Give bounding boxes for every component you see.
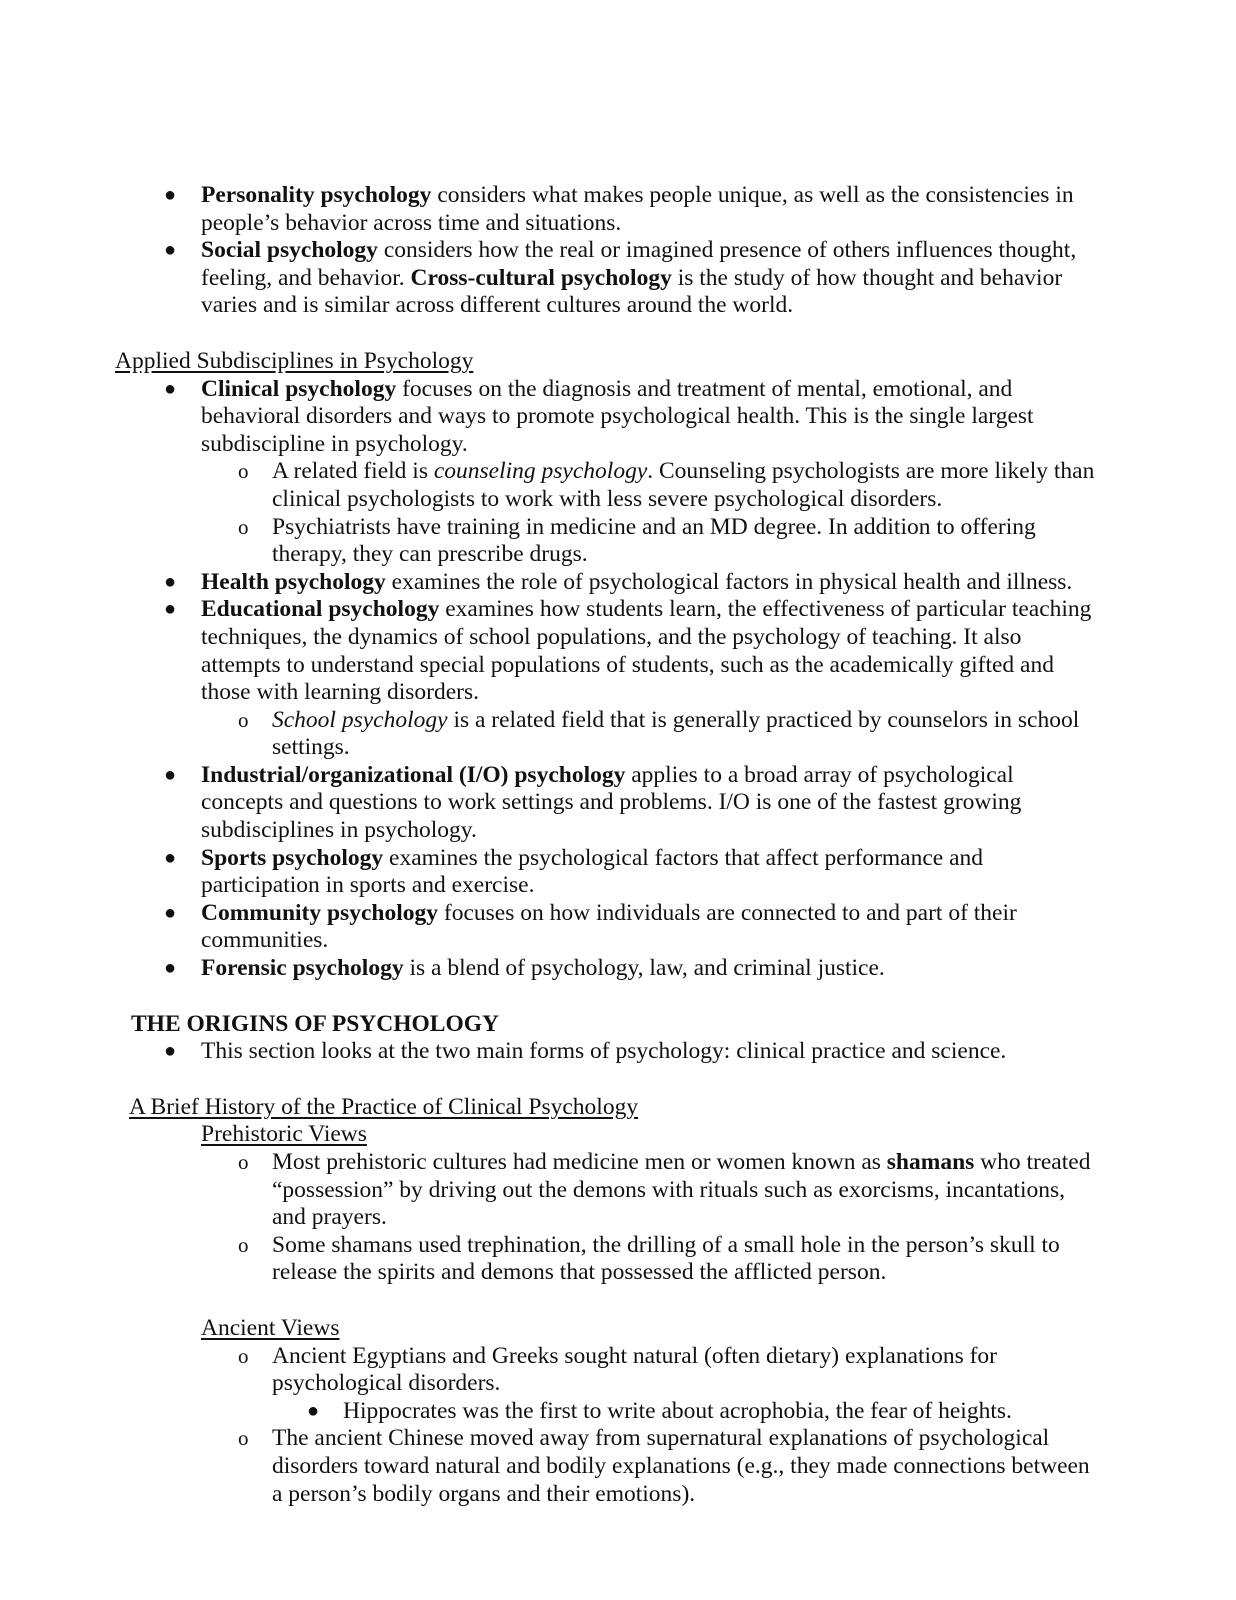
- item-text: Most prehistoric cultures had medicine men or women known as: [272, 1149, 887, 1175]
- italic-term: counseling psychology: [433, 458, 648, 485]
- bullet-icon: ●: [164, 598, 177, 621]
- circle-bullet-icon: o: [238, 1150, 249, 1174]
- item-text: Ancient Egyptians and Greeks sought natural (often dietary) explanations for psychological disorders.: [272, 1342, 998, 1397]
- list-item: [0, 596, 1236, 706]
- list-item: [0, 1038, 1236, 1066]
- sub-list-item: [0, 1232, 1236, 1287]
- list-item: [0, 845, 1236, 900]
- list-item: [0, 955, 1236, 983]
- list-item: [0, 900, 1236, 955]
- list-item: [0, 182, 1236, 237]
- circle-bullet-icon: o: [238, 1232, 249, 1257]
- bullet-icon: ●: [307, 1399, 320, 1422]
- bullet-icon: ●: [164, 901, 177, 924]
- circle-bullet-icon: o: [238, 514, 249, 539]
- list-item: [0, 237, 1236, 320]
- list-item: [0, 569, 1236, 597]
- circle-bullet-icon: o: [238, 1426, 249, 1451]
- item-text: is the study of how thought and behavior varies and is similar across different cultures around the world.: [201, 264, 1063, 319]
- bullet-icon: ●: [164, 184, 177, 206]
- term: Cross-cultural psychology: [410, 264, 672, 291]
- term: Educational psychology: [201, 596, 440, 623]
- sub-list-item: [0, 1149, 1236, 1232]
- italic-term: School psychology: [272, 706, 448, 733]
- sub-list-item: [0, 1425, 1236, 1508]
- sub-list-item: [0, 458, 1236, 513]
- item-text: This section looks at the two main forms of psychology: clinical practice and science.: [201, 1038, 1007, 1065]
- circle-bullet-icon: o: [238, 1343, 249, 1368]
- list-item: [0, 762, 1236, 845]
- item-text: examines the role of psychological factors in physical health and illness.: [385, 568, 1073, 595]
- term: Personality psychology: [201, 182, 432, 208]
- term: Health psychology: [201, 568, 386, 595]
- list-item: [0, 376, 1236, 459]
- term: shamans: [886, 1149, 975, 1175]
- term: Social psychology: [201, 237, 378, 264]
- circle-bullet-icon: o: [238, 459, 249, 484]
- item-text: . Counseling psychologists are more likely than clinical psychologists to work with less severe psychological disorders.: [272, 458, 1095, 512]
- section-heading: A Brief History of the Practice of Clinical Psychology: [129, 1093, 639, 1120]
- document-body: [0, 182, 1236, 1508]
- item-text: focuses on the diagnosis and treatment of mental, emotional, and behavioral disorders and ways to promote psychological health. This is the single largest subdiscipline in psychology.: [201, 375, 1034, 457]
- section-title: THE ORIGINS OF PSYCHOLOGY: [131, 1010, 500, 1037]
- term: Forensic psychology: [201, 955, 404, 982]
- bullet-icon: ●: [164, 570, 177, 593]
- bullet-icon: ●: [164, 846, 177, 869]
- bullet-icon: ●: [164, 763, 177, 786]
- sub-list-item: [0, 707, 1236, 762]
- item-text: examines how students learn, the effectiveness of particular teaching techniques, the dynamics of school populations, and the psychology of teaching. It also attempts to understand special populations of students, such as the academically gifted and those with learning disorders.: [201, 596, 1092, 706]
- item-text: considers what makes people unique, as well as the consistencies in people’s behavior across time and situations.: [201, 182, 1074, 236]
- item-text: A related field is: [272, 458, 434, 485]
- item-text: Hippocrates was the first to write about acrophobia, the fear of heights.: [343, 1397, 1012, 1424]
- item-text: is a blend of psychology, law, and criminal justice.: [403, 955, 885, 982]
- item-text: examines the psychological factors that affect performance and participation in sports and exercise.: [201, 844, 984, 899]
- bullet-icon: ●: [164, 1040, 177, 1063]
- bullet-icon: ●: [164, 957, 177, 980]
- term: Clinical psychology: [201, 375, 397, 402]
- sub-sub-list-item: [0, 1398, 1236, 1426]
- section-heading: Applied Subdisciplines in Psychology: [115, 347, 474, 374]
- item-text: Psychiatrists have training in medicine and an MD degree. In addition to offering therapy, they can prescribe drugs.: [272, 513, 1036, 568]
- sub-list-item: [0, 1343, 1236, 1398]
- circle-bullet-icon: o: [238, 707, 249, 732]
- sub-list-item: [0, 514, 1236, 569]
- term: Sports psychology: [201, 844, 384, 871]
- subsection-heading: Ancient Views: [201, 1314, 340, 1341]
- item-text: The ancient Chinese moved away from supernatural explanations of psychological disorders toward natural and bodily explanations (e.g., they made connections between a person’s bodily organs and their emotions).: [272, 1425, 1090, 1507]
- item-text: considers how the real or imagined presence of others influences thought, feeling, and behavior.: [201, 237, 1077, 291]
- subsection-heading: Prehistoric Views: [201, 1121, 367, 1148]
- bullet-icon: ●: [164, 239, 177, 262]
- term: Industrial/organizational (I/O) psychology: [201, 761, 626, 788]
- item-text: focuses on how individuals are connected to and part of their communities.: [201, 899, 1017, 954]
- item-text: Some shamans used trephination, the drilling of a small hole in the person’s skull to release the spirits and demons that possessed the afflicted person.: [272, 1231, 1060, 1286]
- item-text: who treated “possession” by driving out the demons with rituals such as exorcisms, incantations, and prayers.: [272, 1149, 1091, 1231]
- bullet-icon: ●: [164, 377, 177, 400]
- term: Community psychology: [201, 899, 438, 926]
- item-text: applies to a broad array of psychological concepts and questions to work settings and problems. I/O is one of the fastest growing subdisciplines in psychology.: [201, 761, 1022, 844]
- item-text: is a related field that is generally practiced by counselors in school settings.: [272, 706, 1080, 761]
